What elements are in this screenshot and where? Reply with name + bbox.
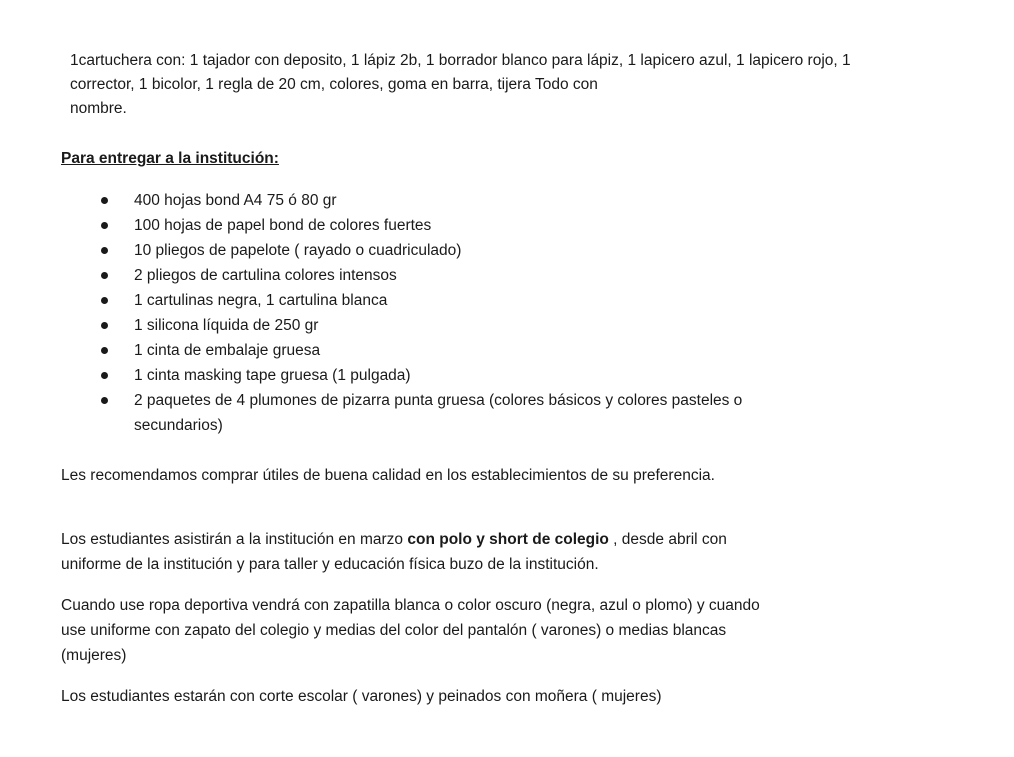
bullet-icon [101,347,108,354]
uniform-text: , desde abril con [608,531,727,548]
uniform-text: Los estudiantes asistirán a la institución en marzo [61,531,408,548]
list-item-text: 2 pliegos de cartulina colores intensos [134,267,397,284]
bullet-icon [101,297,108,304]
intro-line: nombre. [70,100,127,117]
list-item [98,188,742,213]
list-item [98,313,742,338]
footwear-line: use uniforme con zapato del colegio y medias del color del pantalón ( varones) o medias blancas [61,622,727,639]
intro-line: 1cartuchera con: 1 tajador con deposito, 1 lápiz 2b, 1 borrador blanco para lápiz, 1 lapicero azul, 1 lapicero rojo, 1 [70,52,851,69]
bullet-icon [101,397,108,404]
bullet-icon [101,197,108,204]
bullet-icon [101,222,108,229]
list-item [98,263,742,288]
list-item-text: 1 cinta masking tape gruesa (1 pulgada) [134,367,411,384]
intro-line: corrector, 1 bicolor, 1 regla de 20 cm, colores, goma en barra, tijera Todo con [70,76,598,93]
list-item-text: 100 hojas de papel bond de colores fuertes [134,217,432,234]
list-item [98,363,742,388]
recommendation-paragraph: Les recomendamos comprar útiles de buena calidad en los establecimientos de su preferencia. [61,467,715,484]
haircut-paragraph: Los estudiantes estarán con corte escolar ( varones) y peinados con moñera ( mujeres) [61,688,662,705]
bullet-icon [101,272,108,279]
intro-paragraph [70,49,851,121]
list-item-text: 1 cinta de embalaje gruesa [134,342,321,359]
list-item-text: 10 pliegos de papelote ( rayado o cuadriculado) [134,242,462,259]
list-item [98,338,742,363]
footwear-line: (mujeres) [61,647,127,664]
list-item-text: 2 paquetes de 4 plumones de pizarra punta gruesa (colores básicos y colores pasteles o [134,392,743,409]
supplies-list [98,188,742,438]
footwear-line: Cuando use ropa deportiva vendrá con zapatilla blanca o color oscuro (negra, azul o plomo) y cuando [61,597,760,614]
uniform-line [61,527,727,552]
section-heading: Para entregar a la institución: [61,150,279,167]
footwear-paragraph [61,593,760,668]
bullet-icon [101,247,108,254]
bullet-icon [101,372,108,379]
bullet-icon [101,322,108,329]
uniform-line: uniforme de la institución y para taller y educación física buzo de la institución. [61,556,599,573]
list-item-text: 400 hojas bond A4 75 ó 80 gr [134,192,337,209]
list-item-text-continued: secundarios) [134,417,223,434]
uniform-paragraph [61,527,727,577]
list-item [98,288,742,313]
list-item [98,213,742,238]
list-item [98,238,742,263]
list-item [98,388,742,438]
list-item-text: 1 silicona líquida de 250 gr [134,317,319,334]
uniform-emphasis: con polo y short de colegio [407,531,609,548]
list-item-text: 1 cartulinas negra, 1 cartulina blanca [134,292,388,309]
